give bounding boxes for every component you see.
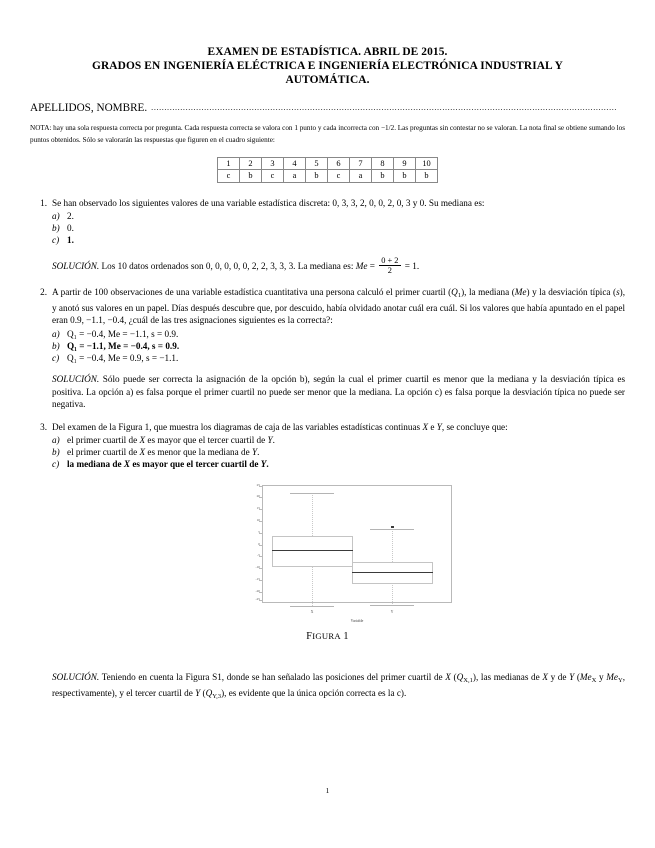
boxplot-x-whisker-cap-low [290,606,334,607]
solution-2-label: SOLUCIÓN. [52,374,100,385]
sol3-p3: ), las medianas de [472,671,543,682]
y-tick-mark [259,521,263,522]
y-tick-label: 15 [256,506,260,511]
answer-header: 3 [262,157,284,170]
name-field-row [30,102,625,114]
sol3-mex-sub: X [591,676,597,684]
answer-header: 8 [372,157,394,170]
answer-cell[interactable]: c [218,170,240,183]
solution-1-fraction [379,256,400,276]
solution-1-label: SOLUCIÓN. [52,260,100,271]
answer-cell[interactable]: b [416,170,438,183]
answer-cell[interactable]: a [284,170,306,183]
y-tick-label: -15 [255,577,260,582]
y-tick-label: -20 [255,588,260,593]
solution-1-text: Los 10 datos ordenados son 0, 0, 0, 0, 0, 2, 2, 3, 3, 3. La mediana es: [101,260,354,271]
answer-cell[interactable]: b [306,170,328,183]
option-1c[interactable] [30,234,625,246]
page-number: 1 [325,786,330,795]
option-1c-letter: c) [52,235,60,246]
q3-y-symbol: Y [436,421,442,432]
question-2-number: 2. [40,286,47,297]
solution-3 [52,671,625,704]
figure-1 [30,479,625,657]
boxplot-y-whisker-cap-high [370,529,414,530]
sol3-x: X [445,671,451,682]
answer-header: 1 [218,157,240,170]
boxplot-y-box[interactable] [352,562,433,584]
o3b-v2: Y [251,447,258,458]
questions-list [30,197,625,704]
option-2c-letter: c) [52,353,60,364]
solution-1 [52,256,625,276]
y-tick-mark [259,580,263,581]
o3c-mid: es mayor que el tercer cuartil de [130,459,261,470]
o3b-post: . [257,447,260,458]
option-3a-letter: a) [52,435,60,446]
fraction-numerator: 0 + 2 [381,255,399,265]
o3c-post: . [266,459,269,470]
boxplot-y-outlier-point [391,526,394,529]
o3a-pre: el primer cuartil de [67,435,140,446]
option-3c[interactable] [30,458,625,470]
y-tick-label: -25 [255,596,260,601]
y-tick-label: 0 [258,541,260,546]
name-field-label: APELLIDOS, NOMBRE. [30,102,148,115]
caption-word: IGURA [312,630,341,641]
o3a-mid: es mayor que el tercer cuartil de [145,435,268,446]
boxplot-x-box[interactable] [272,536,353,567]
caption-number: 1 [343,630,349,642]
option-2b-text: Q₁ = −1.1, Me = −0.4, s = 0.9. [67,341,180,352]
q2-part2: ), la mediana ( [461,286,515,297]
q3-part1: Del examen de la Figura 1, que muestra los diagramas de caja de las variables estadísticas continuas [52,421,423,432]
answer-header: 5 [306,157,328,170]
sol3-qx-sub: X,1 [463,676,473,684]
y-tick-label: -5 [257,553,260,558]
option-1b[interactable] [30,222,625,234]
sol3-mey-sub: Y [617,676,623,684]
boxplot-y-median [352,572,433,573]
answer-header: 10 [416,157,438,170]
answer-cell[interactable]: b [394,170,416,183]
o3a-v2: Y [267,435,273,446]
boxplot-chart [225,481,460,626]
question-2 [30,286,625,327]
y-tick-mark [259,592,263,593]
sol3-y: Y [569,671,575,682]
answer-cell[interactable]: c [262,170,284,183]
option-3a-text [67,434,625,446]
q2-me-symbol: Me [514,286,527,297]
y-tick-mark [259,545,263,546]
q2-part1: A partir de 100 observaciones de una variable estadística cuantitativa una persona calculó el primer cuartil ( [52,286,452,297]
sol3-qy-sub: Y,3 [212,693,222,701]
sol3-p2: ( [450,671,457,682]
o3c-pre: la mediana de [67,459,124,470]
question-1-options [30,210,625,247]
o3b-pre: el primer cuartil de [67,447,140,458]
y-tick-mark [259,509,263,510]
y-tick-label: 20 [256,494,260,499]
option-2c-text: Q₁ = −0.4, Me = 0.9, s = −1.1. [67,353,179,364]
answer-cell[interactable]: b [372,170,394,183]
question-1 [30,197,625,209]
option-3b[interactable] [30,446,625,458]
sol3-p6: y [596,671,607,682]
y-tick-mark [259,556,263,557]
sol3-qx: Q [456,671,464,682]
answer-table-wrap [30,157,625,183]
y-tick-mark [259,486,263,487]
sol3-p9: ), es evidente que la única opción correcta es la c). [221,688,407,699]
fraction-denominator: 2 [379,265,400,276]
spacer [30,276,625,286]
caption-first-letter: F [306,630,313,642]
solution-2 [52,373,625,410]
title-line-3: AUTOMÁTICA. [285,73,370,86]
answer-table[interactable] [217,157,438,183]
question-3 [30,421,625,433]
option-1c-text: 1. [67,235,74,246]
sol3-p4: y de [547,671,570,682]
o3b-v1: X [139,447,146,458]
sol3-p5: ( [574,671,580,682]
y-tick-mark [259,568,263,569]
option-2a-text: Q₁ = −0.4, Me = −1.1, s = 0.9. [67,328,179,339]
option-1b-text: 0. [67,223,74,234]
option-2a[interactable] [30,328,625,340]
option-1a-letter: a) [52,210,60,221]
question-1-statement: Se han observado los siguientes valores de una variable estadística discreta: 0, 3, 3, 2, 0, 0, 2, 0, 3 y 0. Su mediana es: [52,197,485,208]
sol3-y2: Y [195,688,201,699]
table-row-headers [218,157,438,170]
question-3-number: 3. [40,421,47,432]
answer-header: 6 [328,157,350,170]
x-tick-label-y: Y [390,609,394,614]
title-line-2: GRADOS EN INGENIERÍA ELÉCTRICA E INGENIERÍA ELECTRÓNICA INDUSTRIAL Y [92,59,563,72]
q2-part3: ) y la desviación típica ( [526,286,617,297]
q2-s-symbol: s [616,286,620,297]
spacer [30,411,625,421]
solution-2-text: Sólo puede ser correcta la asignación de la opción b), según la cual el primer cuartil es menor que la mediana y la desviación típica es positiva. La opción a) es falsa porque el primer cuartil no puede ser menor que la mediana. La opción c) es falsa porque la desviación típica no puede ser negativa. [52,374,626,410]
sol3-x2: X [542,671,548,682]
answer-cell[interactable]: c [328,170,350,183]
answer-header: 7 [350,157,372,170]
sol3-p8: ( [200,688,206,699]
answer-cell[interactable]: a [350,170,372,183]
y-tick-label: -10 [255,565,260,570]
solution-1-var: Me [355,260,368,271]
option-3a[interactable] [30,434,625,446]
x-tick-label-x: X [310,609,314,614]
q2-q1-symbol: Q [451,286,458,297]
question-2-statement [52,286,625,327]
q3-x-symbol: X [422,421,429,432]
o3a-v1: X [139,435,146,446]
option-3b-letter: b) [52,447,60,458]
y-tick-label: 5 [258,529,260,534]
page-title [30,46,625,87]
question-2-options [30,328,625,365]
o3c-v1: X [123,459,131,470]
y-tick-label: 25 [256,482,260,487]
y-tick-mark [259,533,263,534]
answer-header: 4 [284,157,306,170]
q3-mid: e [428,421,437,432]
x-axis-title: Variable [350,618,364,623]
y-tick-mark [259,497,263,498]
answer-header: 9 [394,157,416,170]
option-1a-text: 2. [67,210,74,221]
q2-q1-subscript: 1 [457,291,462,299]
boxplot-y-whisker-cap-low [370,605,414,606]
sol3-mex: Me [579,671,592,682]
option-2a-letter: a) [52,328,60,339]
answer-header: 2 [240,157,262,170]
option-2b-letter: b) [52,341,60,352]
y-tick-mark [259,600,263,601]
grading-note: NOTA: hay una sola respuesta correcta por pregunta. Cada respuesta correcta se valora con 1 punto y cada incorrecta con −1/2. Las preguntas sin contestar no se valoran. La nota final se obtiene sumando los puntos obtenidos. Sólo se valorarán las respuestas que figuren en el cuadro siguiente: [30,124,625,144]
solution-3-label: SOLUCIÓN. [52,671,100,682]
option-1a[interactable] [30,210,625,222]
o3c-v2: Y [260,459,267,470]
answer-cell[interactable]: b [240,170,262,183]
figure-caption [30,631,625,642]
solution-1-eq2: = 1. [404,260,420,271]
sol3-mey: Me [606,671,618,682]
q2-part4: ), y anotó sus valores en un papel. Días después descubre que, por descuido, había olvidado anotar cuál era cuál. Si los valores que había apuntado en el papel eran 0.9, −1.1, −0.4, ¿cuál de las tres asignaciones siguientes es la correcta?: [52,286,625,326]
option-2c[interactable] [30,352,625,364]
plot-frame [255,482,452,623]
sol3-p7: , respectivamente), y el tercer cuartil de [52,671,626,699]
option-1b-letter: b) [52,223,60,234]
sol3-qy: Q [205,688,213,699]
sol3-p1: Teniendo en cuenta la Figura S1, donde se han señalado las posiciones del primer cuartil de [101,671,446,682]
question-3-options [30,434,625,471]
title-line-1: EXAMEN DE ESTADÍSTICA. ABRIL DE 2015. [207,46,448,58]
question-3-statement [52,421,625,433]
option-3c-letter: c) [52,459,60,470]
option-3b-text [67,446,625,458]
name-field-input[interactable]: ................................................................................................................................................................................ [151,103,618,113]
boxplot-x-median [272,550,353,551]
y-tick-label: 10 [256,518,260,523]
o3a-post: . [272,435,275,446]
question-1-number: 1. [40,197,47,208]
solution-1-eq1: = [369,260,375,271]
boxplot-x-whisker-cap-high [290,493,334,494]
q3-part2: , se concluye que: [441,421,508,432]
option-2b[interactable] [30,340,625,352]
option-3c-text [67,458,625,470]
o3b-mid: es menor que la mediana de [145,447,252,458]
table-row-answers [218,170,438,183]
